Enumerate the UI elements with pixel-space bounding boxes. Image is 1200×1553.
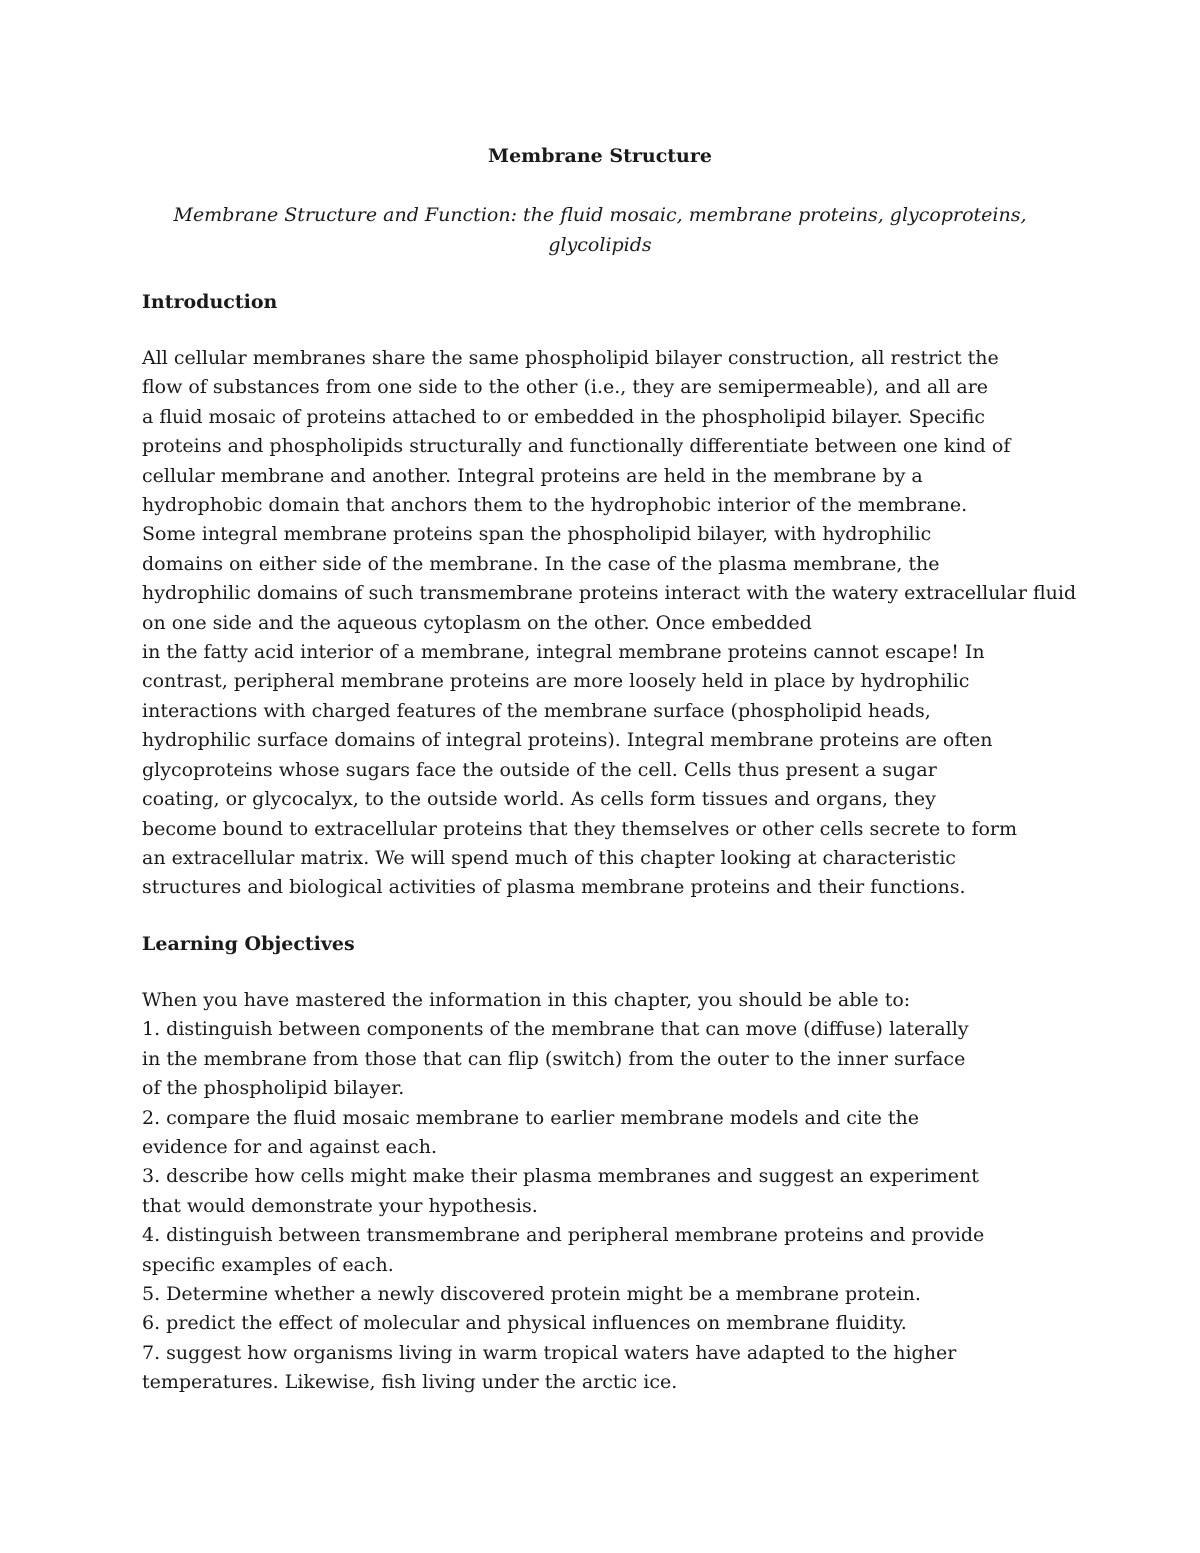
paragraph-line: glycoproteins whose sugars face the outside of the cell. Cells thus present a sugar	[142, 758, 937, 781]
paragraph-line: in the fatty acid interior of a membrane, integral membrane proteins cannot escape! In	[142, 641, 985, 664]
paragraph-line: All cellular membranes share the same phospholipid bilayer construction, all restrict the	[142, 347, 999, 369]
paragraph-line: flow of substances from one side to the other (i.e., they are semipermeable), and all are	[142, 376, 989, 399]
paragraph-line: domains on either side of the membrane. In the case of the plasma membrane, the	[142, 552, 940, 575]
objective-line: 7. suggest how organisms living in warm tropical waters have adapted to the higher	[142, 1341, 957, 1364]
objective-line: that would demonstrate your hypothesis.	[142, 1194, 538, 1217]
learning-objectives-heading: Learning Objectives	[142, 933, 355, 955]
objective-line: evidence for and against each.	[142, 1136, 438, 1159]
subtitle-line: glycolipids	[548, 233, 652, 256]
paragraph-line: become bound to extracellular proteins that they themselves or other cells secrete to form	[142, 817, 1018, 840]
document-title: Membrane Structure	[488, 145, 712, 167]
paragraph-line: hydrophobic domain that anchors them to the hydrophobic interior of the membrane.	[142, 494, 968, 517]
introduction-paragraph	[142, 344, 1142, 903]
paragraph-line: interactions with charged features of the membrane surface (phospholipid heads,	[142, 699, 931, 722]
objective-line: 1. distinguish between components of the membrane that can move (diffuse) laterally	[142, 1018, 969, 1041]
paragraph-line: contrast, peripheral membrane proteins are more loosely held in place by hydrophilic	[142, 670, 970, 693]
objective-line: 3. describe how cells might make their plasma membranes and suggest an experiment	[142, 1165, 979, 1188]
learning-objectives-list	[142, 986, 1142, 1398]
objective-line: in the membrane from those that can flip (switch) from the outer to the inner surface	[142, 1047, 966, 1070]
objective-line: 2. compare the fluid mosaic membrane to earlier membrane models and cite the	[142, 1106, 920, 1129]
paragraph-line: coating, or glycocalyx, to the outside world. As cells form tissues and organs, they	[142, 788, 936, 811]
objective-line: specific examples of each.	[142, 1253, 394, 1276]
objective-line: of the phospholipid bilayer.	[142, 1077, 405, 1100]
paragraph-line: hydrophilic surface domains of integral proteins). Integral membrane proteins are often	[142, 729, 993, 752]
paragraph-line: a fluid mosaic of proteins attached to or embedded in the phospholipid bilayer. Specific	[142, 405, 986, 428]
objective-line: temperatures. Likewise, fish living under the arctic ice.	[142, 1371, 678, 1394]
paragraph-line: on one side and the aqueous cytoplasm on the other. Once embedded	[142, 611, 812, 634]
objective-line: 5. Determine whether a newly discovered protein might be a membrane protein.	[142, 1283, 921, 1306]
paragraph-line: an extracellular matrix. We will spend much of this chapter looking at characteristic	[142, 846, 956, 869]
objectives-intro-line: When you have mastered the information in this chapter, you should be able to:	[142, 989, 911, 1011]
objective-line: 6. predict the effect of molecular and physical influences on membrane fluidity.	[142, 1312, 907, 1335]
document-subtitle	[150, 201, 1050, 260]
paragraph-line: proteins and phospholipids structurally and functionally differentiate between one kind of	[142, 435, 1011, 458]
introduction-heading: Introduction	[142, 291, 278, 313]
paragraph-line: cellular membrane and another. Integral proteins are held in the membrane by a	[142, 464, 923, 487]
paragraph-line: hydrophilic domains of such transmembrane proteins interact with the watery extracellular fluid	[142, 582, 1077, 605]
paragraph-line: Some integral membrane proteins span the phospholipid bilayer, with hydrophilic	[142, 523, 932, 546]
subtitle-line: Membrane Structure and Function: the fluid mosaic, membrane proteins, glycoproteins,	[173, 204, 1027, 226]
objective-line: 4. distinguish between transmembrane and peripheral membrane proteins and provide	[142, 1224, 985, 1247]
paragraph-line: structures and biological activities of plasma membrane proteins and their functions.	[142, 876, 966, 899]
